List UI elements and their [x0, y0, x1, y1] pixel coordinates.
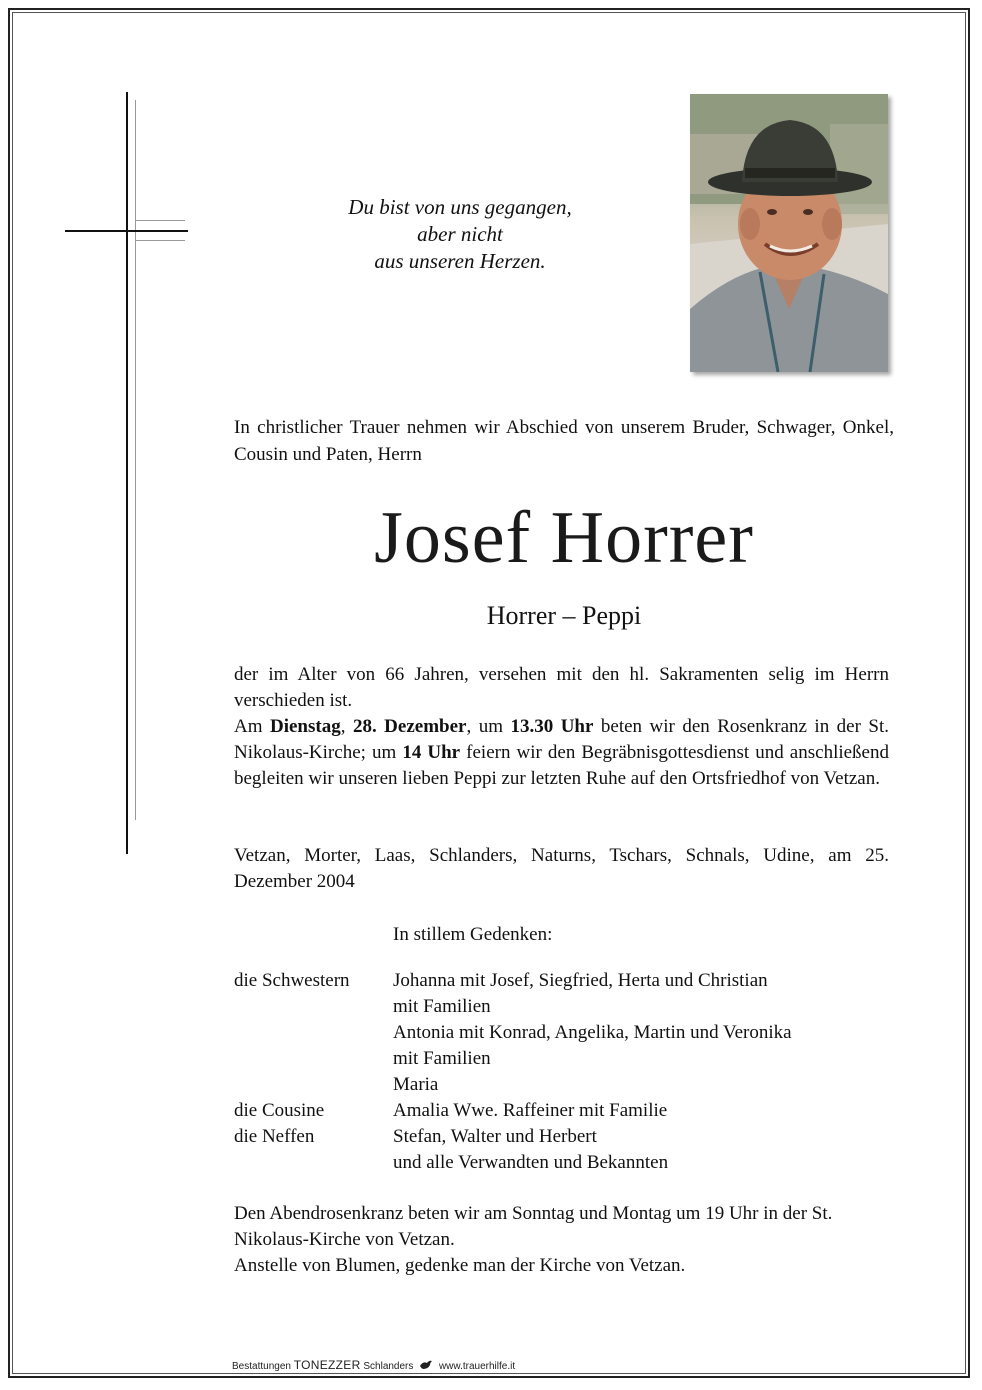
motto-line: aber nicht — [417, 222, 503, 246]
text-fragment: beten wir den Rosenkranz in der St. Nikolaus-Kirche; um — [234, 716, 890, 763]
mourner-line: Amalia Wwe. Raffeiner mit Familie — [393, 1100, 668, 1121]
cross-vertical-bar — [126, 92, 128, 854]
cross-horizontal-shadow-top — [135, 220, 185, 221]
text-fragment: Am — [234, 716, 270, 737]
cross-vertical-shadow — [135, 100, 136, 820]
mourner-role: die Schwestern — [234, 970, 350, 991]
footer-town: Schlanders — [363, 1361, 414, 1372]
mourner-names — [393, 1124, 668, 1176]
memorial-motto — [300, 194, 620, 275]
text-fragment: , um — [466, 716, 511, 737]
evening-rosary-note: Den Abendrosenkranz beten wir am Sonntag und Montag um 19 Uhr in der St. Nikolaus-Kirche von Vetzan. — [234, 1203, 833, 1250]
cross-horizontal-bar — [65, 230, 188, 232]
mourner-role: die Neffen — [234, 1126, 315, 1147]
mourner-line: Antonia mit Konrad, Angelika, Martin und Veronika — [393, 1022, 792, 1043]
service-details — [234, 714, 889, 792]
footer-brand: TONEZZER — [293, 1358, 361, 1372]
deceased-name: Josef Horrer — [374, 497, 754, 579]
closing-notes — [234, 1201, 889, 1279]
text-fragment: feiern wir den Begräbnisgottesdienst und anschließend begleiten wir unseren lieben Peppi zur letzten Ruhe auf den Ortsfriedhof von Vetzan. — [234, 742, 889, 789]
rosary-time: 13.30 Uhr — [510, 716, 594, 737]
mourners-list — [234, 968, 889, 1176]
flowers-note: Anstelle von Blumen, gedenke man der Kirche von Vetzan. — [234, 1255, 686, 1276]
mourner-names — [393, 1098, 667, 1124]
portrait-image — [690, 94, 888, 372]
mourner-line: Stefan, Walter und Herbert — [393, 1126, 597, 1147]
service-date: 28. Dezember — [352, 716, 467, 737]
cross-horizontal-shadow-bottom — [135, 240, 185, 241]
footer-prefix: Bestattungen — [232, 1361, 291, 1372]
motto-line: Du bist von uns gegangen, — [348, 195, 572, 219]
mourner-line: Maria — [393, 1074, 439, 1095]
footer-credit — [232, 1358, 515, 1374]
age-text: der im Alter von 66 Jahren, versehen mit den hl. Sakramenten selig im Herrn verschieden ist. — [234, 664, 889, 711]
mourner-line: mit Familien — [393, 1048, 491, 1069]
mass-time: 14 Uhr — [402, 742, 461, 763]
portrait-photo — [690, 94, 888, 372]
motto-line: aus unseren Herzen. — [374, 249, 546, 273]
mourner-role: die Cousine — [234, 1100, 325, 1121]
mourner-group — [234, 968, 889, 1098]
mourner-group — [234, 1124, 889, 1176]
mourner-line: mit Familien — [393, 996, 491, 1017]
dove-icon — [419, 1359, 433, 1371]
footer-website: www.trauerhilfe.it — [438, 1361, 516, 1372]
text-fragment: , — [340, 716, 353, 737]
funeral-announcement — [234, 662, 889, 792]
mourner-line: und alle Verwandten und Bekannten — [393, 1152, 669, 1173]
intro-text: In christlicher Trauer nehmen wir Abschied von unserem Bruder, Schwager, Onkel, Cousin und Paten, Herrn — [234, 417, 894, 465]
mourner-group — [234, 1098, 889, 1124]
places-and-date: Vetzan, Morter, Laas, Schlanders, Naturns, Tschars, Schnals, Udine, am 25. Dezember 2004 — [234, 845, 889, 892]
service-day: Dienstag — [269, 716, 341, 737]
memoriam-heading: In stillem Gedenken: — [393, 924, 553, 945]
mourner-names — [393, 968, 792, 1098]
deceased-nickname: Horrer – Peppi — [486, 601, 642, 630]
mourner-line: Johanna mit Josef, Siegfried, Herta und Christian — [393, 970, 768, 991]
